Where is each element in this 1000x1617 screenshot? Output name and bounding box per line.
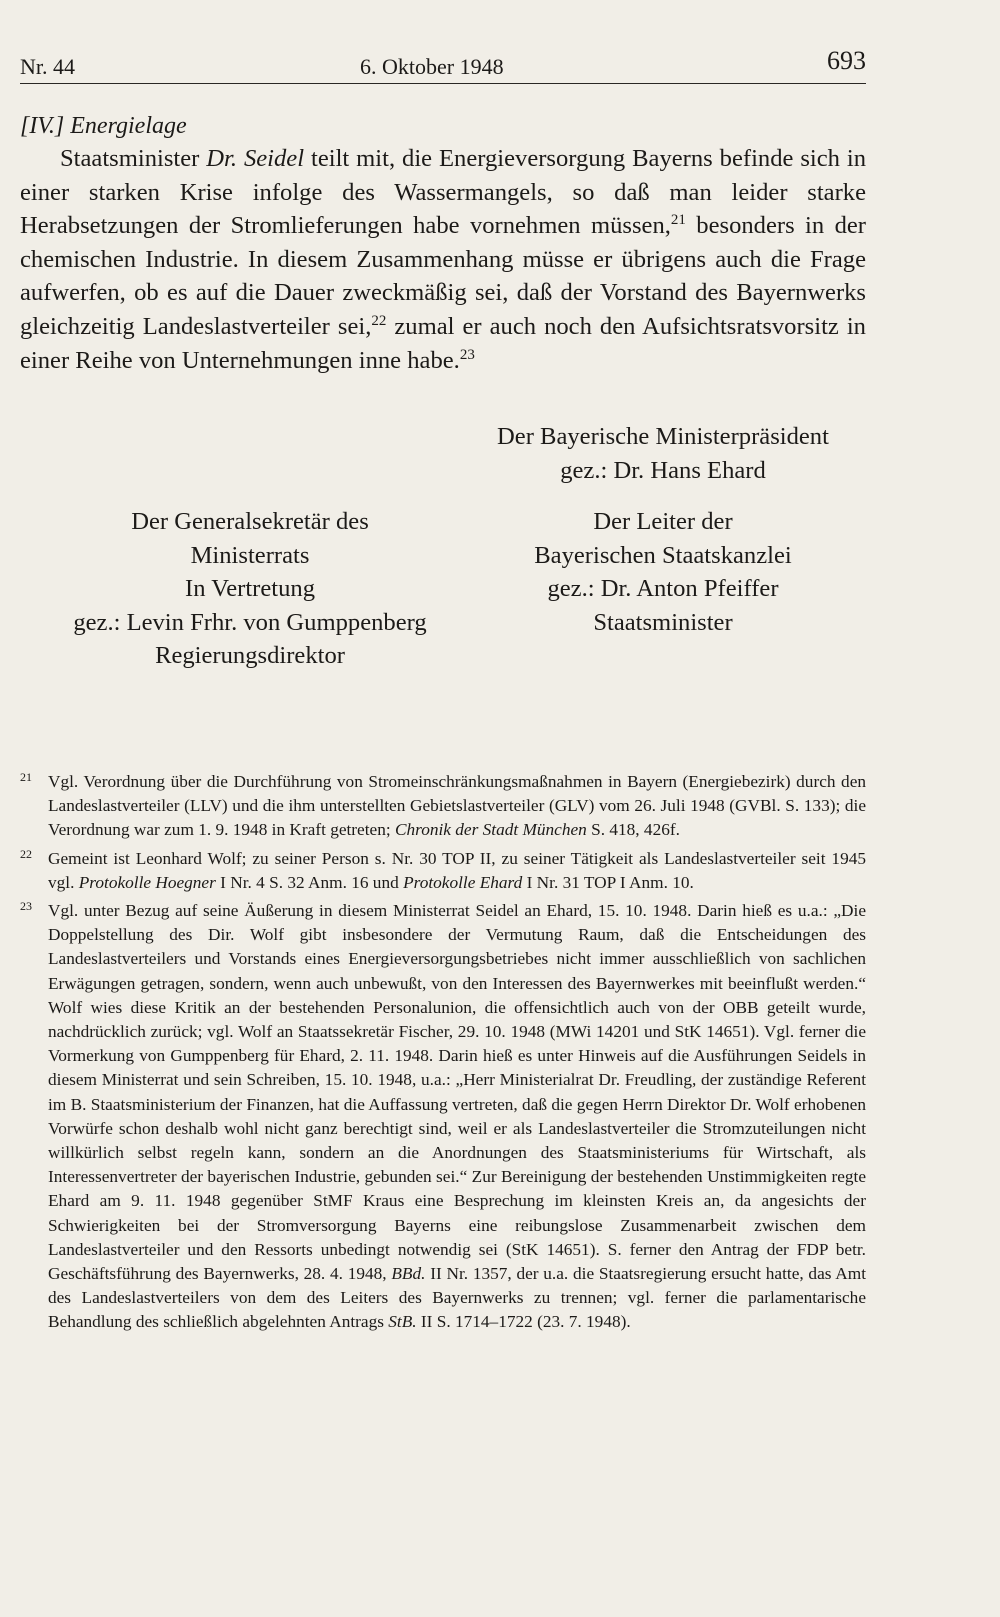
footnote-text: Vgl. Verordnung über die Durchführung von Stromeinschränkungsmaßnahmen in Bayern (Energiebezirk) durch den Landeslastverteiler (LLV) und die ihm unterstellten Gebietslastverteiler (GLV) vom 26. Juli 1948 (GVBl. S. 133); die Verordnung war zum 1. 9. 1948 in Kraft getreten; (48, 772, 866, 840)
body-text-run: Staatsminister (60, 145, 207, 172)
body-paragraph (20, 142, 866, 377)
footnote-text: I Nr. 4 S. 32 Anm. 16 und (215, 872, 404, 892)
footnote-citation: Protokolle Hoegner (78, 872, 216, 892)
section-heading (20, 110, 866, 142)
footnote-number: 22 (20, 846, 32, 861)
footnote-text: Vgl. unter Bezug auf seine Äußerung in diesem Ministerrat Seidel an Ehard, 15. 10. 1948. Darin hieß es u.a.: „Die Doppelstellung des Dir. Wolf gibt insbesondere der Vermutung Raum, daß die Entscheidungen des Landeslastverteilers und Vorstands eines Energieversorgungsbetriebes nicht immer ausschließlich von sachlichen Erwägungen getragen, sondern, wenn auch unbewußt, von den Interessen des Bayernwerkes mit beeinflußt werden.“ Wolf wies diese Kritik an der bestehenden Personalunion, die offensichtlich auch von der OBB geteilt wurde, nachdrücklich zurück; vgl. Wolf an Staatssekretär Fischer, 29. 10. 1948 (MWi 14201 und StK 14651). Vgl. ferner die Vormerkung von Gumppenberg für Ehard, 2. 11. 1948. Darin hieß es unter Hinweis auf die Ausführungen Seidels in diesem Ministerrat und sein Schreiben, 15. 10. 1948, u.a.: „Herr Ministerialrat Dr. Freudling, der zuständige Referent im B. Staatsministerium der Finanzen, hat die Auffassung vertreten, daß die gegen Herrn Direktor Dr. Wolf erhobenen Vorwürfe schon deshalb wohl nicht ganz berechtigt sind, weil er als Landeslastverteiler die Stromzuteilungen nicht willkürlich selbst regeln kann, sondern an die Anordnungen des Staatsministeriums für Wirtschaft, als Interessenvertreter der bayerischen Industrie, gebunden sei.“ Zur Bereinigung der bestehenden Unstimmigkeiten regte Ehard am 9. 11. 1948 gegenüber StMF Kraus eine Besprechung im kleinsten Kreis an, da angesichts der Schwierigkeiten bei der Stromversorgung Bayerns eine reibungslose Zusammenarbeit zwischen dem Landeslastverteiler und den Ressorts unbedingt notwendig sei (StK 14651). S. ferner den Antrag der FDP betr. Geschäftsführung des Bayernwerks, 28. 4. 1948, (48, 901, 866, 1284)
footnote-ref-22[interactable]: 22 (371, 312, 387, 329)
footnote-number: 23 (20, 899, 32, 914)
footnote-21 (20, 770, 866, 843)
header-rule (20, 83, 866, 84)
signature-staatskanzlei (500, 505, 826, 639)
issue-number: Nr. 44 (20, 54, 75, 79)
body-text-run: zumal er auch noch den Aufsichtsratsvorsitz in einer Reihe von Unternehmungen inne habe. (20, 312, 866, 374)
signature-general-secretary (60, 505, 440, 673)
section-energielage (20, 110, 866, 377)
footnote-text: II Nr. 1357, der u.a. die Staatsregierung ersucht hatte, das Amt des Landeslastverteilers von dem des Leiters des Bayernwerks zu trennen; vgl. ferner die parlamentarische Behandlung des schließlich abgelehnten Antrags (48, 1264, 866, 1332)
footnote-text: II S. 1714–1722 (23. 7. 1948). (416, 1312, 631, 1332)
body-text-run: teilt mit, die Energieversorgung Bayerns befinde sich in einer starken Krise infolge des Wassermangels, so daß man leider starke Herabsetzungen der Stromlieferungen habe vornehmen müssen, (20, 145, 866, 240)
signature-line: In Vertretung (185, 575, 315, 603)
footnote-ref-23[interactable]: 23 (459, 346, 475, 363)
signature-line: Bayerischen Staatskanzlei (534, 541, 792, 569)
signature-name: gez.: Dr. Hans Ehard (560, 456, 766, 484)
document-page (20, 0, 866, 1617)
speaker-name: Dr. Seidel (206, 145, 305, 172)
signature-line: Regierungsdirektor (155, 642, 345, 670)
footnote-citation: BBd. (391, 1264, 426, 1284)
signature-minister-president (460, 420, 866, 487)
signature-line: Ministerrats (190, 541, 310, 569)
footnote-text: Gemeint ist Leonhard Wolf; zu seiner Person s. Nr. 30 TOP II, zu seiner Tätigkeit als Landeslastverteiler seit 1945 vgl. (48, 848, 866, 892)
signature-line: Der Leiter der (593, 508, 733, 535)
section-title: Energielage (70, 113, 187, 139)
footnote-citation: StB. (388, 1312, 417, 1332)
footnotes (20, 770, 866, 1339)
footnote-text: S. 418, 426f. (586, 820, 680, 840)
section-number: [IV.] (20, 113, 65, 139)
page-number: 693 (827, 46, 866, 75)
footnote-citation: Protokolle Ehard (403, 872, 523, 892)
running-header (20, 46, 866, 80)
footnote-citation: Chronik der Stadt München (394, 820, 587, 840)
footnote-22 (20, 847, 866, 895)
signature-title: Der Bayerische Ministerpräsident (497, 423, 829, 450)
footnote-number: 21 (20, 770, 32, 784)
signature-line: Der Generalsekretär des (131, 508, 369, 535)
body-text-run: besonders in der chemischen Industrie. In diesem Zusammenhang müsse er übrigens auch die Frage aufwerfen, ob es auf die Dauer zweckmäßig sei, daß der Vorstand des Bayernwerks gleichzeitig Landeslastverteiler sei, (20, 212, 866, 340)
signature-line: Staatsminister (593, 608, 733, 636)
header-date: 6. Oktober 1948 (360, 54, 504, 79)
signature-name: gez.: Levin Frhr. von Gumppenberg (73, 608, 427, 636)
footnote-text: I Nr. 31 TOP I Anm. 10. (522, 872, 694, 892)
footnote-23 (20, 899, 866, 1335)
footnote-ref-21[interactable]: 21 (670, 212, 686, 229)
signature-name: gez.: Dr. Anton Pfeiffer (547, 575, 779, 603)
